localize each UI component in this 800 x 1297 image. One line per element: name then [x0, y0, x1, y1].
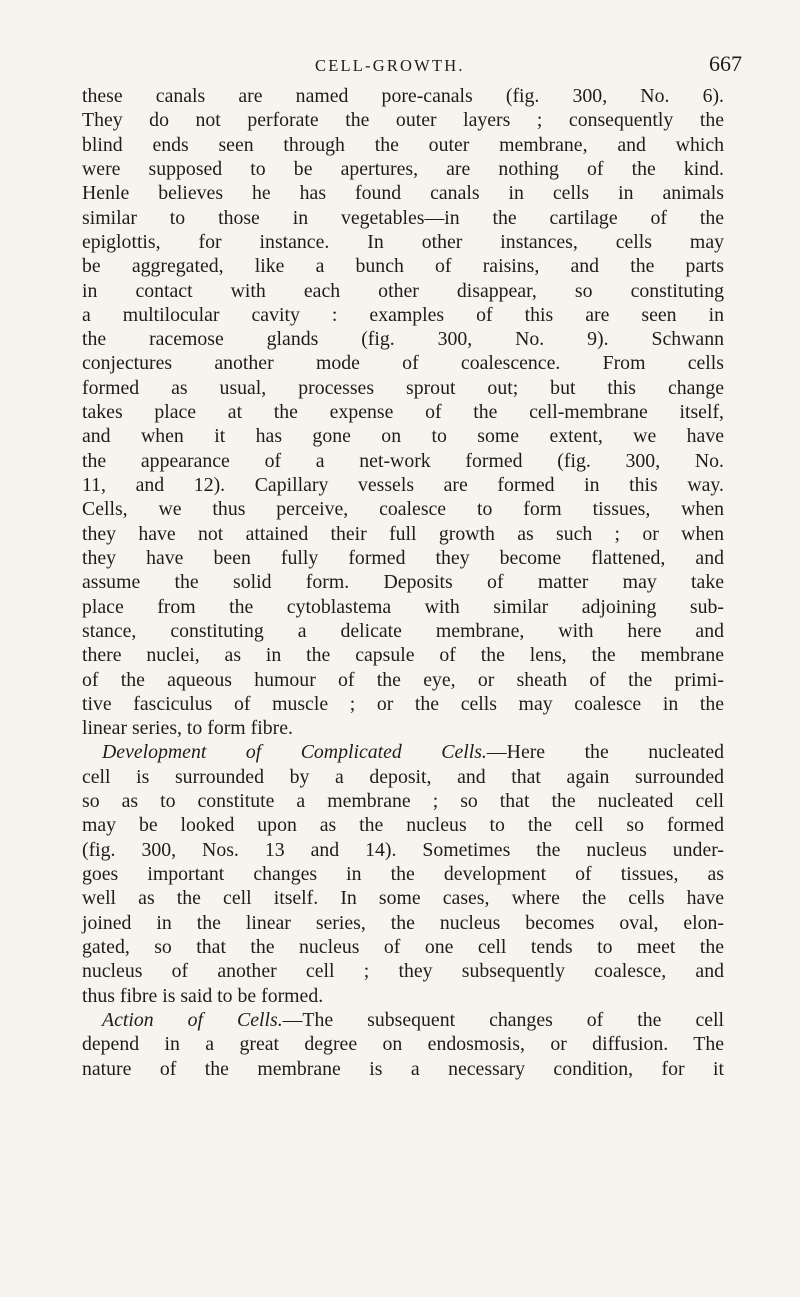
text-line: Cells, we thus perceive, coalesce to form tissues, when: [82, 498, 724, 521]
section-action-first-line: [82, 1008, 724, 1032]
running-head: [0, 51, 800, 80]
text-line: and when it has gone on to some extent, we have: [82, 425, 724, 448]
running-title: CELL-GROWTH.: [315, 56, 465, 75]
text-line: nature of the membrane is a necessary condition, for it: [82, 1057, 724, 1080]
text-line: goes important changes in the development of tissues, as: [82, 863, 724, 885]
text-line: assume the solid form. Deposits of matter may take: [82, 571, 724, 594]
text-line: Henle believes he has found canals in cells in animals: [82, 182, 724, 205]
text-line: these canals are named pore-canals (fig. 300, No. 6).: [82, 85, 724, 107]
text-line: they have been fully formed they become flattened, and: [82, 546, 724, 569]
section-development-lead-text: —Here the nucleated: [486, 741, 724, 764]
text-line: be aggregated, like a bunch of raisins, and the parts: [82, 255, 724, 278]
text-line: They do not perforate the outer layers ; consequently the: [82, 109, 724, 132]
text-line: joined in the linear series, the nucleus becomes oval, elon-: [82, 911, 724, 934]
text-line: nucleus of another cell ; they subsequently coalesce, and: [82, 960, 724, 983]
text-line: blind ends seen through the outer membrane, and which: [82, 133, 724, 156]
text-line: thus fibre is said to be formed.: [82, 984, 324, 1007]
text-line: linear series, to form fibre.: [82, 717, 293, 740]
text-line: of the aqueous humour of the eye, or sheath of the primi-: [82, 668, 724, 691]
text-line: they have not attained their full growth as such ; or when: [82, 522, 724, 545]
text-line: cell is surrounded by a deposit, and that again surrounded: [82, 765, 724, 788]
text-line: so as to constitute a membrane ; so that the nucleated cell: [82, 790, 724, 813]
text-line: a multilocular cavity : examples of this are seen in: [82, 303, 724, 326]
text-line: similar to those in vegetables—in the cartilage of the: [82, 206, 724, 229]
section-action-lead-text: —The subsequent changes of the cell: [282, 1008, 724, 1031]
text-line: well as the cell itself. In some cases, where the cells have: [82, 887, 724, 910]
text-line: conjectures another mode of coalescence. From cells: [82, 352, 724, 375]
text-line: may be looked upon as the nucleus to the cell so formed: [82, 814, 724, 837]
text-line: in contact with each other disappear, so constituting: [82, 279, 724, 302]
body-text: [82, 84, 724, 1081]
text-line: tive fasciculus of muscle ; or the cells may coalesce in the: [82, 692, 724, 715]
text-line: 11, and 12). Capillary vessels are formed in this way.: [82, 474, 724, 496]
text-line: gated, so that the nucleus of one cell tends to meet the: [82, 935, 724, 958]
section-heading-development: Development of Complicated Cells.: [102, 741, 487, 764]
text-line: stance, constituting a delicate membrane, with here and: [82, 619, 724, 642]
text-line: formed as usual, processes sprout out; but this change: [82, 376, 724, 399]
text-line: were supposed to be apertures, are nothing of the kind.: [82, 157, 724, 180]
page-number: 667: [709, 51, 742, 76]
text-line: depend in a great degree on endosmosis, or diffusion. The: [82, 1033, 724, 1056]
text-line: the racemose glands (fig. 300, No. 9). Schwann: [82, 328, 724, 351]
text-line: epiglottis, for instance. In other instances, cells may: [82, 230, 724, 253]
text-line: (fig. 300, Nos. 13 and 14). Sometimes the nucleus under-: [82, 838, 724, 861]
section-heading-action: Action of Cells.: [102, 1008, 283, 1031]
text-line: takes place at the expense of the cell-membrane itself,: [82, 401, 724, 424]
text-line: the appearance of a net-work formed (fig. 300, No.: [82, 449, 724, 472]
text-line: there nuclei, as in the capsule of the lens, the membrane: [82, 644, 724, 667]
section-development-first-line: [82, 740, 724, 764]
text-line: place from the cytoblastema with similar adjoining sub-: [82, 595, 724, 618]
